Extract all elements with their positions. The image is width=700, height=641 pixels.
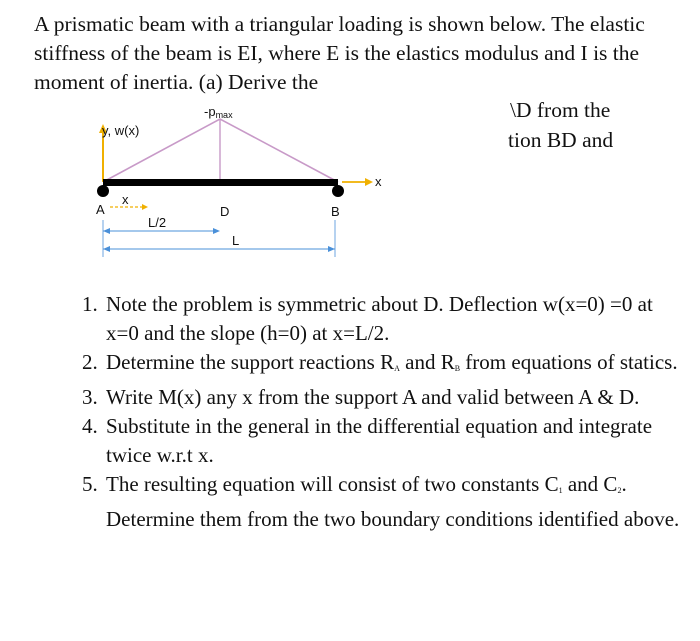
full-span-arrowhead-left	[103, 246, 110, 252]
cropped-glyph-fragment: \	[510, 98, 516, 122]
beam-diagram	[80, 100, 410, 265]
subscript-1: 1	[558, 486, 563, 495]
point-d-label: D	[220, 204, 230, 219]
step-text-part: . Determine them from the two boundary conditions identified above.	[106, 472, 680, 531]
step-text: Substitute in the general in the differential equation and integrate twice w.r.t x.	[106, 414, 653, 467]
beam	[103, 179, 338, 186]
load-label-subscript: max	[215, 110, 233, 120]
point-b-label: B	[331, 204, 340, 219]
step-number: 4.	[82, 414, 98, 438]
step-number: 1.	[82, 292, 98, 316]
subscript-a: A	[394, 364, 400, 373]
full-span-arrowhead-right	[328, 246, 335, 252]
y-axis-label: y, w(x)	[102, 123, 140, 138]
step-5	[82, 470, 682, 534]
x-axis-arrowhead	[365, 178, 373, 186]
step-text-part: from equations of statics.	[460, 350, 678, 374]
intro-paragraph: A prismatic beam with a triangular loading is shown below. The elastic stiffness of the beam is EI, where E is the elastics modulus and I is the moment of inertia. (a) Derive the	[34, 12, 645, 94]
step-text: Write M(x) any x from the support A and valid between A & D.	[106, 385, 640, 409]
step-3	[82, 383, 682, 412]
step-text-part: The resulting equation will consist of two constants C	[106, 472, 559, 496]
step-number: 2.	[82, 350, 98, 374]
cropped-text-1: D from the	[515, 98, 611, 122]
load-label	[204, 104, 233, 120]
cropped-text-2: tion BD and	[508, 128, 614, 152]
subscript-b: B	[454, 364, 461, 373]
subscript-2: 2	[617, 486, 622, 495]
x-position-arrowhead	[142, 204, 148, 210]
step-text-part: and R	[399, 350, 455, 374]
step-1	[82, 290, 682, 348]
step-text: Note the problem is symmetric about D. Deflection w(x=0) =0 at x=0 and the slope (h=0) at x=L/2.	[106, 292, 653, 345]
x-axis-label: x	[375, 174, 382, 189]
step-text-part: Determine the support reactions R	[106, 350, 395, 374]
step-text	[82, 348, 682, 383]
step-number: 3.	[82, 385, 98, 409]
half-span-arrowhead-left	[103, 228, 110, 234]
cropped-text-line-1	[510, 96, 610, 125]
full-span-label: L	[232, 233, 240, 248]
instruction-steps	[82, 290, 682, 534]
step-text-part: and C	[562, 472, 618, 496]
half-span-label: L/2	[148, 215, 167, 230]
load-label-main: -p	[204, 104, 216, 119]
step-4	[82, 412, 682, 470]
support-b	[332, 185, 344, 197]
step-2	[82, 348, 682, 383]
point-a-label: A	[96, 202, 105, 217]
support-a	[97, 185, 109, 197]
half-span-arrowhead-right	[213, 228, 220, 234]
step-number: 5.	[82, 472, 98, 496]
cropped-text-line-2	[508, 126, 613, 155]
step-text	[82, 470, 682, 534]
x-position-label: x	[122, 192, 129, 207]
